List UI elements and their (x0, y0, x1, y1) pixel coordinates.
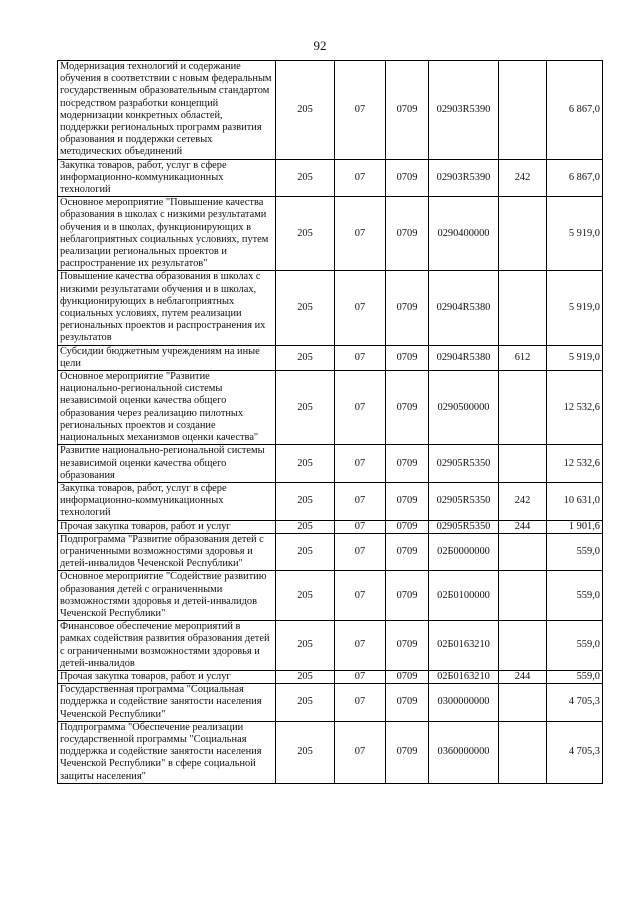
table-row (58, 61, 603, 160)
expense-type-code (499, 571, 547, 621)
amount: 12 532,6 (547, 371, 603, 445)
section-code: 07 (335, 684, 386, 722)
subsection-code: 0709 (386, 345, 429, 370)
table-row (58, 371, 603, 445)
amount: 10 631,0 (547, 482, 603, 520)
ved-code: 205 (276, 533, 335, 571)
table-row (58, 482, 603, 520)
row-name: Субсидии бюджетным учреждениям на иные цели (58, 345, 276, 370)
table-row (58, 621, 603, 671)
ved-code: 205 (276, 721, 335, 783)
budget-table (57, 60, 603, 784)
amount: 5 919,0 (547, 197, 603, 271)
expense-type-code: 242 (499, 482, 547, 520)
amount: 12 532,6 (547, 445, 603, 483)
section-code: 07 (335, 571, 386, 621)
section-code: 07 (335, 271, 386, 345)
row-name: Основное мероприятие "Содействие развитию образования детей с ограниченными возможностями здоровья и детей-инвалидов Чеченской Республики" (58, 571, 276, 621)
amount: 559,0 (547, 571, 603, 621)
row-name: Финансовое обеспечение мероприятий в рамках содействия развития образования детей с ограниченными возможностями здоровья и детей-инвалидов (58, 621, 276, 671)
subsection-code: 0709 (386, 482, 429, 520)
amount: 1 901,6 (547, 520, 603, 533)
subsection-code: 0709 (386, 533, 429, 571)
expense-type-code (499, 684, 547, 722)
table-row (58, 159, 603, 197)
ved-code: 205 (276, 371, 335, 445)
subsection-code: 0709 (386, 159, 429, 197)
table-row (58, 533, 603, 571)
section-code: 07 (335, 721, 386, 783)
row-name: Подпрограмма "Обеспечение реализации государственной программы "Социальная поддержка и содействие занятости населения Чеченской Республики" в сфере социальной защиты населения" (58, 721, 276, 783)
target-article-code: 02903R5390 (429, 61, 499, 160)
amount: 6 867,0 (547, 159, 603, 197)
target-article-code: 02905R5350 (429, 445, 499, 483)
table-row (58, 445, 603, 483)
section-code: 07 (335, 621, 386, 671)
row-name: Развитие национально-региональной системы независимой оценки качества общего образования (58, 445, 276, 483)
amount: 4 705,3 (547, 721, 603, 783)
expense-type-code: 244 (499, 520, 547, 533)
expense-type-code: 242 (499, 159, 547, 197)
row-name: Основное мероприятие "Развитие национально-региональной системы независимой оценки качества общего образования через реализацию пилотных региональных проектов и создание национальных механизмов оценки качества" (58, 371, 276, 445)
amount: 5 919,0 (547, 271, 603, 345)
subsection-code: 0709 (386, 684, 429, 722)
section-code: 07 (335, 61, 386, 160)
amount: 559,0 (547, 621, 603, 671)
ved-code: 205 (276, 571, 335, 621)
amount: 6 867,0 (547, 61, 603, 160)
table-row (58, 197, 603, 271)
row-name: Повышение качества образования в школах с низкими результатами обучения и в школах, функционирующих в неблагоприятных социальных условиях, путем реализации региональных проектов и распространения их результатов (58, 271, 276, 345)
target-article-code: 02904R5380 (429, 271, 499, 345)
row-name: Прочая закупка товаров, работ и услуг (58, 670, 276, 683)
section-code: 07 (335, 520, 386, 533)
target-article-code: 0300000000 (429, 684, 499, 722)
ved-code: 205 (276, 159, 335, 197)
expense-type-code: 612 (499, 345, 547, 370)
target-article-code: 02904R5380 (429, 345, 499, 370)
expense-type-code (499, 621, 547, 671)
amount: 559,0 (547, 670, 603, 683)
ved-code: 205 (276, 61, 335, 160)
amount: 4 705,3 (547, 684, 603, 722)
subsection-code: 0709 (386, 197, 429, 271)
target-article-code: 02Б0163210 (429, 670, 499, 683)
section-code: 07 (335, 197, 386, 271)
table-row (58, 520, 603, 533)
target-article-code: 0290400000 (429, 197, 499, 271)
ved-code: 205 (276, 445, 335, 483)
subsection-code: 0709 (386, 670, 429, 683)
row-name: Модернизация технологий и содержание обучения в соответствии с новым федеральным государственным образовательным стандартом посредством разработки концепций модернизации конкретных областей, поддержки региональных программ развития образования и поддержки сетевых методических объединений (58, 61, 276, 160)
target-article-code: 02903R5390 (429, 159, 499, 197)
ved-code: 205 (276, 520, 335, 533)
subsection-code: 0709 (386, 621, 429, 671)
table-row (58, 684, 603, 722)
subsection-code: 0709 (386, 445, 429, 483)
section-code: 07 (335, 159, 386, 197)
amount: 559,0 (547, 533, 603, 571)
expense-type-code (499, 371, 547, 445)
expense-type-code (499, 721, 547, 783)
expense-type-code (499, 197, 547, 271)
ved-code: 205 (276, 197, 335, 271)
section-code: 07 (335, 670, 386, 683)
table-row (58, 721, 603, 783)
ved-code: 205 (276, 345, 335, 370)
expense-type-code (499, 533, 547, 571)
row-name: Прочая закупка товаров, работ и услуг (58, 520, 276, 533)
section-code: 07 (335, 533, 386, 571)
expense-type-code (499, 445, 547, 483)
subsection-code: 0709 (386, 61, 429, 160)
amount: 5 919,0 (547, 345, 603, 370)
section-code: 07 (335, 445, 386, 483)
ved-code: 205 (276, 684, 335, 722)
expense-type-code (499, 61, 547, 160)
row-name: Закупка товаров, работ, услуг в сфере информационно-коммуникационных технологий (58, 482, 276, 520)
subsection-code: 0709 (386, 271, 429, 345)
expense-type-code: 244 (499, 670, 547, 683)
row-name: Основное мероприятие "Повышение качества образования в школах с низкими результатами обучения и в школах, функционирующих в неблагоприятных социальных условиях, путем реализации региональных проектов и распространение их результатов" (58, 197, 276, 271)
ved-code: 205 (276, 482, 335, 520)
section-code: 07 (335, 482, 386, 520)
target-article-code: 0290500000 (429, 371, 499, 445)
page-number: 92 (313, 38, 327, 53)
table-row (58, 271, 603, 345)
subsection-code: 0709 (386, 371, 429, 445)
ved-code: 205 (276, 621, 335, 671)
target-article-code: 02Б0163210 (429, 621, 499, 671)
section-code: 07 (335, 371, 386, 445)
target-article-code: 02Б0100000 (429, 571, 499, 621)
target-article-code: 02Б0000000 (429, 533, 499, 571)
subsection-code: 0709 (386, 571, 429, 621)
ved-code: 205 (276, 271, 335, 345)
subsection-code: 0709 (386, 721, 429, 783)
row-name: Закупка товаров, работ, услуг в сфере информационно-коммуникационных технологий (58, 159, 276, 197)
table-row (58, 571, 603, 621)
table-row (58, 345, 603, 370)
section-code: 07 (335, 345, 386, 370)
ved-code: 205 (276, 670, 335, 683)
subsection-code: 0709 (386, 520, 429, 533)
target-article-code: 0360000000 (429, 721, 499, 783)
row-name: Государственная программа "Социальная поддержка и содействие занятости населения Чеченской Республики" (58, 684, 276, 722)
expense-type-code (499, 271, 547, 345)
table-row (58, 670, 603, 683)
target-article-code: 02905R5350 (429, 482, 499, 520)
target-article-code: 02905R5350 (429, 520, 499, 533)
row-name: Подпрограмма "Развитие образования детей с ограниченными возможностями здоровья и детей-инвалидов Чеченской Республики" (58, 533, 276, 571)
